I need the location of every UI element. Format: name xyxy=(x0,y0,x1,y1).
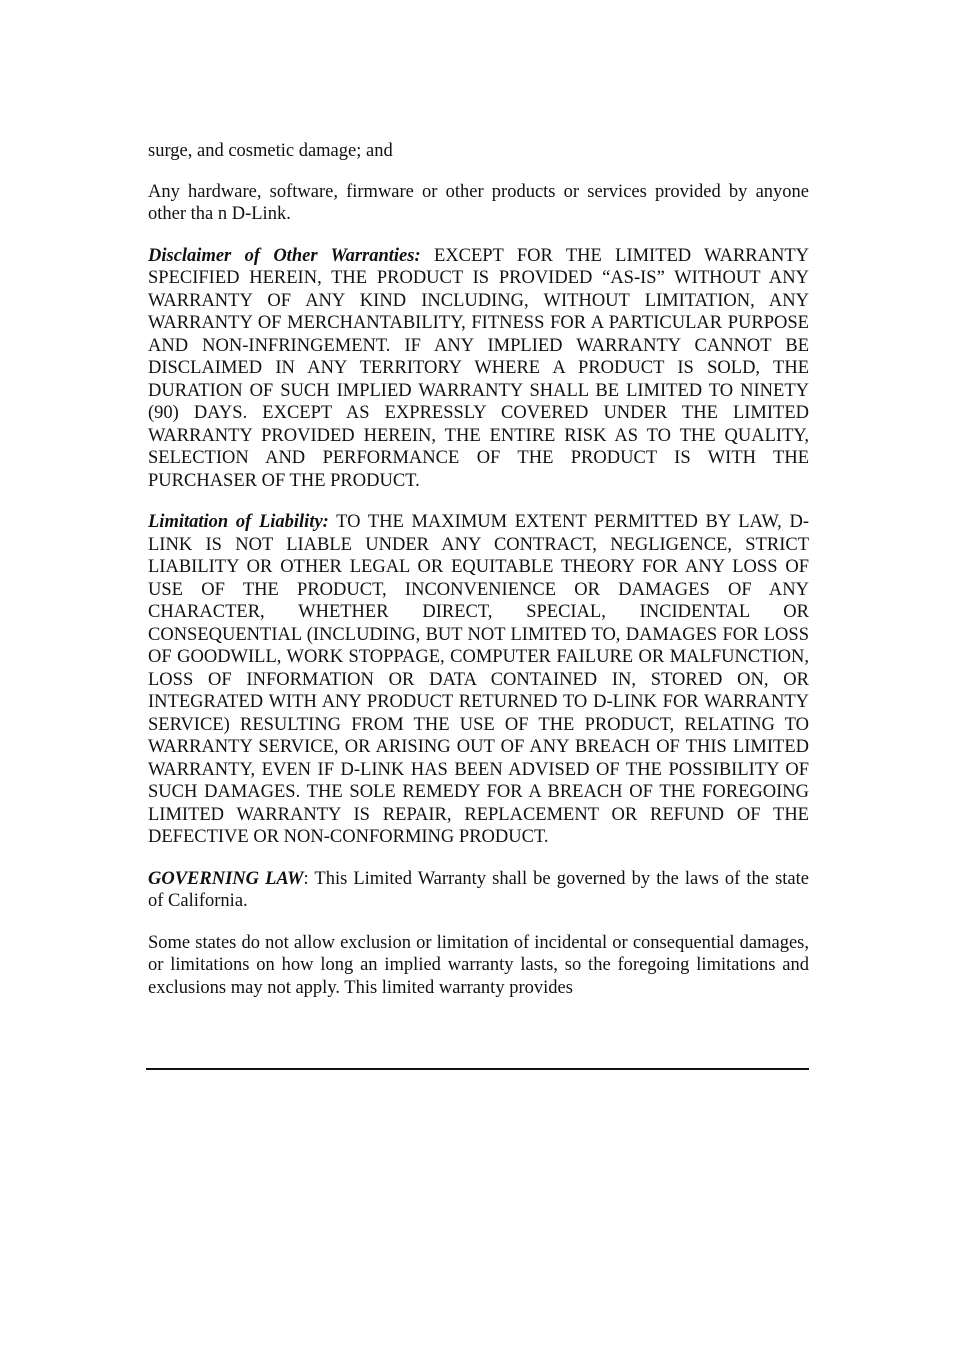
paragraph-disclaimer xyxy=(148,245,809,493)
paragraph-limitation-of-liability xyxy=(148,511,809,849)
footer-divider xyxy=(146,1068,809,1070)
paragraph-text: TO THE MAXIMUM EXTENT PERMITTED BY LAW, D-LINK IS NOT LIABLE UNDER ANY CONTRACT, NEGLIGENCE, STRICT LIABILITY OR OTHER LEGAL OR EQUITABLE THEORY FOR ANY LOSS OF USE OF THE PRODUCT, INCONVENIENCE OR DAMAGES OF ANY CHARACTER, WHETHER DIRECT, SPECIAL, INCIDENTAL OR CONSEQUENTIAL (INCLUDING, BUT NOT LIMITED TO, DAMAGES FOR LOSS OF GOODWILL, WORK STOPPAGE, COMPUTER FAILURE OR MALFUNCTION, LOSS OF INFORMATION OR DATA CONTAINED IN, STORED ON, OR INTEGRATED WITH ANY PRODUCT RETURNED TO D-LINK FOR WARRANTY SERVICE) RESULTING FROM THE USE OF THE PRODUCT, RELATING TO WARRANTY SERVICE, OR ARISING OUT OF ANY BREACH OF THIS LIMITED WARRANTY, EVEN IF D-LINK HAS BEEN ADVISED OF THE POSSIBILITY OF SUCH DAMAGES. THE SOLE REMEDY FOR A BREACH OF THE FOREGOING LIMITED WARRANTY IS REPAIR, REPLACEMENT OR REFUND OF THE DEFECTIVE OR NON-CONFORMING PRODUCT. xyxy=(148,512,809,847)
paragraph-governing-law xyxy=(148,868,809,913)
governing-law-heading: GOVERNING LAW xyxy=(148,868,304,889)
disclaimer-heading: Disclaimer of Other Warranties: xyxy=(148,245,421,266)
document-page xyxy=(148,140,809,1018)
paragraph-state-exclusions xyxy=(148,932,809,1000)
liability-heading: Limitation of Liability: xyxy=(148,512,329,532)
paragraph-text: : This Limited Warranty shall be governed by the laws of the state of California. xyxy=(148,868,809,911)
paragraph-cosmetic-damage xyxy=(148,140,809,163)
paragraph-text: Some states do not allow exclusion or limitation of incidental or consequential damages, or limitations on how long an implied warranty lasts, so the foregoing limitations and exclusions may not apply. This limited warranty provides xyxy=(148,932,809,998)
paragraph-text: surge, and cosmetic damage; and xyxy=(148,141,393,161)
paragraph-text: EXCEPT FOR THE LIMITED WARRANTY SPECIFIED HEREIN, THE PRODUCT IS PROVIDED “AS-IS” WITHOUT ANY WARRANTY OF ANY KIND INCLUDING, WITHOUT LIMITATION, ANY WARRANTY OF MERCHANTABILITY, FITNESS FOR A PARTICULAR PURPOSE AND NON-INFRINGEMENT. IF ANY IMPLIED WARRANTY CANNOT BE DISCLAIMED IN ANY TERRITORY WHERE A PRODUCT IS SOLD, THE DURATION OF SUCH IMPLIED WARRANTY SHALL BE LIMITED TO NINETY (90) DAYS. EXCEPT AS EXPRESSLY COVERED UNDER THE LIMITED WARRANTY PROVIDED HEREIN, THE ENTIRE RISK AS TO THE QUALITY, SELECTION AND PERFORMANCE OF THE PRODUCT IS WITH THE PURCHASER OF THE PRODUCT. xyxy=(148,245,810,491)
paragraph-text: Any hardware, software, firmware or other products or services provided by anyone other tha n D-Link. xyxy=(148,181,809,224)
paragraph-other-products xyxy=(148,181,809,226)
